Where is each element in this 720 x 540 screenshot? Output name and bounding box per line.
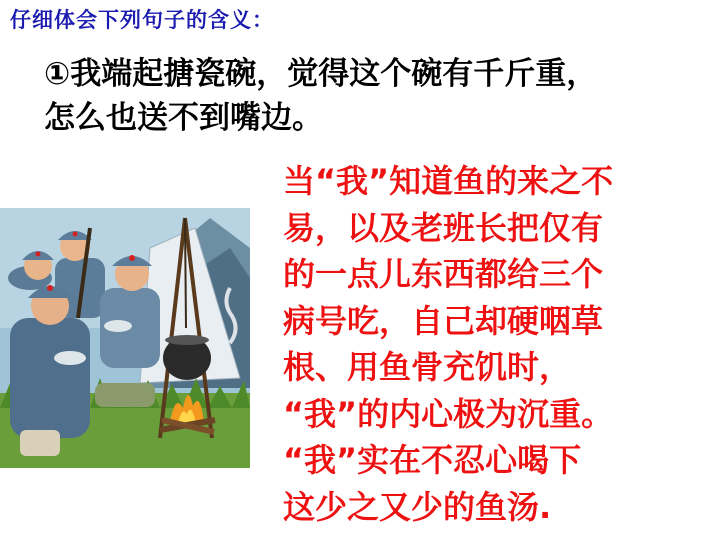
answer-line: 病号吃，自己却硬咽草 [283, 301, 604, 340]
question-line: 怎么也送不到嘴边。 [44, 100, 323, 136]
answer-line: 的一点儿东西都给三个 [283, 255, 604, 293]
question-sentence [44, 52, 704, 140]
instruction-heading: 仔细体会下列句子的含义： [10, 8, 274, 32]
answer-line: 这少之又少的鱼汤. [283, 487, 552, 526]
question-line: ①我端起搪瓷碗，觉得这个碗有千斤重， [44, 56, 598, 92]
answer-line: 当“我”知道鱼的来之不 [283, 162, 614, 200]
soldiers-campfire-illustration-icon [0, 208, 250, 468]
answer-line: 易，以及老班长把仅有 [283, 208, 604, 247]
answer-line: 根、用鱼骨充饥时， [283, 348, 572, 386]
answer-explanation [283, 158, 703, 530]
answer-line: “我”实在不忍心喝下 [283, 441, 582, 479]
answer-line: “我”的内心极为沉重。 [283, 394, 614, 433]
